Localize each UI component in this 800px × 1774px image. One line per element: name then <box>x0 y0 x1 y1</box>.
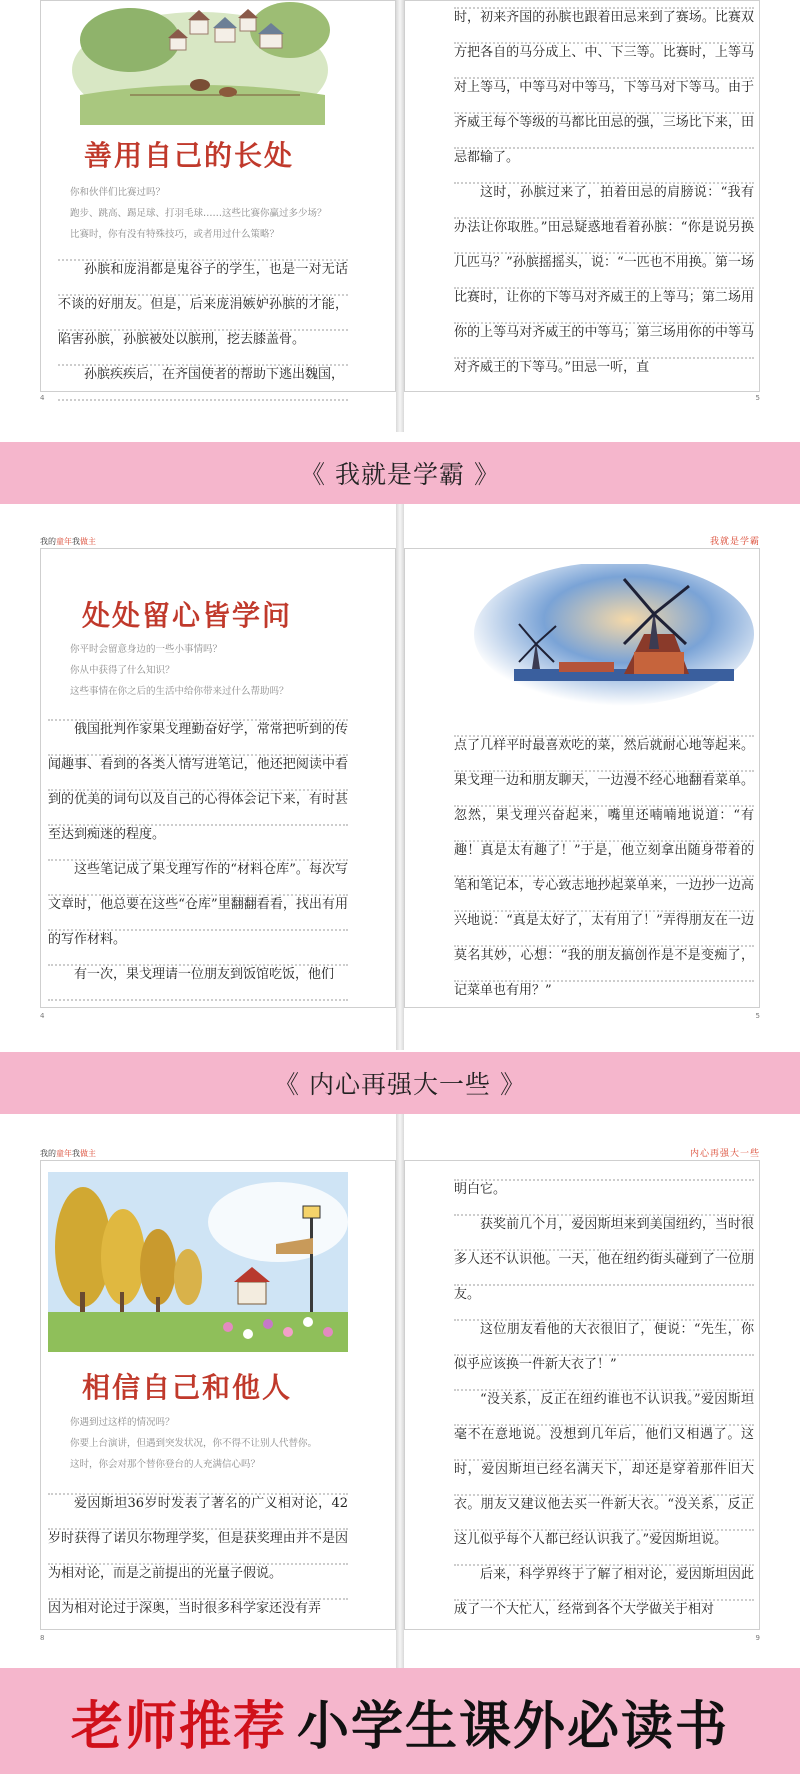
recommendation-banner <box>0 1668 800 1774</box>
series-header: 我的童年我做主 <box>40 1149 96 1158</box>
paragraph: 时，初来齐国的孙膑也跟着田忌来到了赛场。比赛双方把各自的马分成上、中、下三等。比赛时，上等马对上等马，中等马对中等马，下等马对下等马。由于齐威王每个等级的马都比田忌的强，三场比下来，田忌都输了。 <box>454 10 754 165</box>
spread-1 <box>0 0 800 432</box>
section-title: 《 内心再强大一些 》 <box>274 1070 526 1099</box>
paragraph: 这位朋友看他的大衣很旧了，便说：“先生，你似乎应该换一件新大衣了！” <box>454 1322 754 1372</box>
paragraph: 获奖前几个月，爱因斯坦来到美国纽约，当时很多人还不认识他。一天，他在纽约街头碰到了一位朋友。 <box>454 1217 754 1302</box>
paragraph: 俄国批判作家果戈理勤奋好学，常常把听到的传闻趣事、看到的各类人情写进笔记，他还把阅读中看到的优美的词句以及自己的心得体会记下来，有时甚至达到痴迷的程度。 <box>48 722 348 842</box>
story-title: 处处留心皆学问 <box>82 599 293 632</box>
section-header: 我就是学霸 <box>709 537 760 547</box>
paragraph: 有一次，果戈理请一位朋友到饭馆吃饭，他们 <box>74 967 335 982</box>
story-body <box>48 1486 348 1626</box>
page-number: 4 <box>40 394 45 402</box>
paragraph: 明白它。 <box>454 1182 507 1197</box>
question: 比赛时，你有没有特殊技巧，或者用过什么策略？ <box>70 229 280 240</box>
series-header: 我的童年我做主 <box>40 537 96 546</box>
paragraph: 这时，孙膑过来了，拍着田忌的肩膀说：“我有办法让你取胜。”田忌疑惑地看着孙膑：“你是说另换几匹马？”孙膑摇摇头，说：“一匹也不用换。第一场比赛时，让你的下等马对齐威王的上等马；第二场用你的上等马对齐威王的中等马；第三场用你的中等马对齐威王的下等马。”田忌一听，直 <box>454 185 754 375</box>
question: 这时，你会对那个替你登台的人充满信心吗？ <box>70 1459 261 1470</box>
paragraph: 爱因斯坦36岁时发表了著名的广义相对论，42岁时获得了诺贝尔物理学奖，但是获奖理由并不是因为相对论，而是之前提出的光量子假说。 <box>48 1496 348 1581</box>
spread-2 <box>0 504 800 1050</box>
banner-black-text: 小学生课外必读书 <box>297 1696 730 1757</box>
story-body <box>454 0 754 385</box>
question: 跑步、跳高、踢足球、打羽毛球……这些比赛你赢过多少场？ <box>70 208 327 219</box>
section-band-1 <box>0 442 800 504</box>
paragraph: 这些笔记成了果戈理写作的“材料仓库”。每次写文章时，他总要在这些“仓库”里翻翻看看，找出有用的写作材料。 <box>48 862 348 947</box>
question: 你遇到过这样的情况吗？ <box>70 1417 175 1428</box>
paragraph: 孙膑疾疾后，在齐国使者的帮助下逃出魏国， <box>84 367 345 382</box>
question: 你平时会留意身边的一些小事情吗？ <box>70 644 223 655</box>
page-number: 5 <box>755 1012 760 1020</box>
page-number: 5 <box>755 394 760 402</box>
section-title: 《 我就是学霸 》 <box>300 460 500 489</box>
spread2-left-page <box>0 504 396 1050</box>
story-body <box>48 712 348 992</box>
paragraph: 因为相对论过于深奥，当时很多科学家还没有弄 <box>48 1601 322 1616</box>
question: 你从中获得了什么知识？ <box>70 665 175 676</box>
paragraph: 孙膑和庞涓都是鬼谷子的学生，也是一对无话不谈的好朋友。但是，后来庞涓嫉妒孙膑的才能，陷害孙膑，孙膑被处以膑刑，挖去膝盖骨。 <box>58 262 348 347</box>
question-list <box>70 1412 390 1475</box>
question-list <box>70 182 370 245</box>
section-header: 内心再强大一些 <box>689 1149 760 1159</box>
question: 你要上台演讲，但遇到突发状况，你不得不让别人代替你。 <box>70 1438 318 1449</box>
spread-3 <box>0 1114 800 1668</box>
question: 这些事情在你之后的生活中给你带来过什么帮助吗？ <box>70 686 289 697</box>
section-band-2 <box>0 1052 800 1114</box>
spread2-right-page <box>404 504 800 1050</box>
paragraph: 点了几样平时最喜欢吃的菜，然后就耐心地等起来。果戈理一边和朋友聊天，一边漫不经心地翻看菜单。忽然，果戈理兴奋起来，嘴里还喃喃地说道：“有趣！真是太有趣了！”于是，他立刻拿出随身带着的笔和笔记本，专心致志地抄起菜单来，一边抄一边高兴地说：“真是太好了，太有用了！”弄得朋友在一边莫名其妙，心想：“我的朋友搞创作是不是变痴了，记菜单也有用？” <box>454 738 754 998</box>
spread1-left-page <box>0 0 396 432</box>
paragraph: 后来，科学界终于了解了相对论，爱因斯坦因此成了一个大忙人，经常到各个大学做关于相对 <box>454 1567 754 1617</box>
paragraph: “没关系，反正在纽约谁也不认识我。”爱因斯坦毫不在意地说。没想到几年后，他们又相遇了。这时，爱因斯坦已经名满天下，却还是穿着那件旧大衣。朋友又建议他去买一件新大衣。“没关系，反正这儿似乎每个人都已经认识我了。”爱因斯坦说。 <box>454 1392 754 1547</box>
story-title: 相信自己和他人 <box>82 1371 293 1404</box>
question: 你和伙伴们比赛过吗？ <box>70 187 166 198</box>
banner-red-text: 老师推荐 <box>70 1696 287 1757</box>
story-body <box>58 252 348 392</box>
village-illustration <box>70 0 330 125</box>
story-body <box>454 728 754 1008</box>
spread3-left-page <box>0 1114 396 1668</box>
page-number: 4 <box>40 1012 45 1020</box>
spread3-right-page <box>404 1114 800 1668</box>
windmill-illustration <box>464 564 754 714</box>
story-body <box>454 1172 754 1627</box>
page-number: 8 <box>40 1634 45 1642</box>
spread1-right-page <box>404 0 800 432</box>
story-title: 善用自己的长处 <box>84 139 295 172</box>
page-number: 9 <box>755 1634 760 1642</box>
autumn-trees-illustration <box>48 1172 348 1352</box>
question-list <box>70 639 380 702</box>
